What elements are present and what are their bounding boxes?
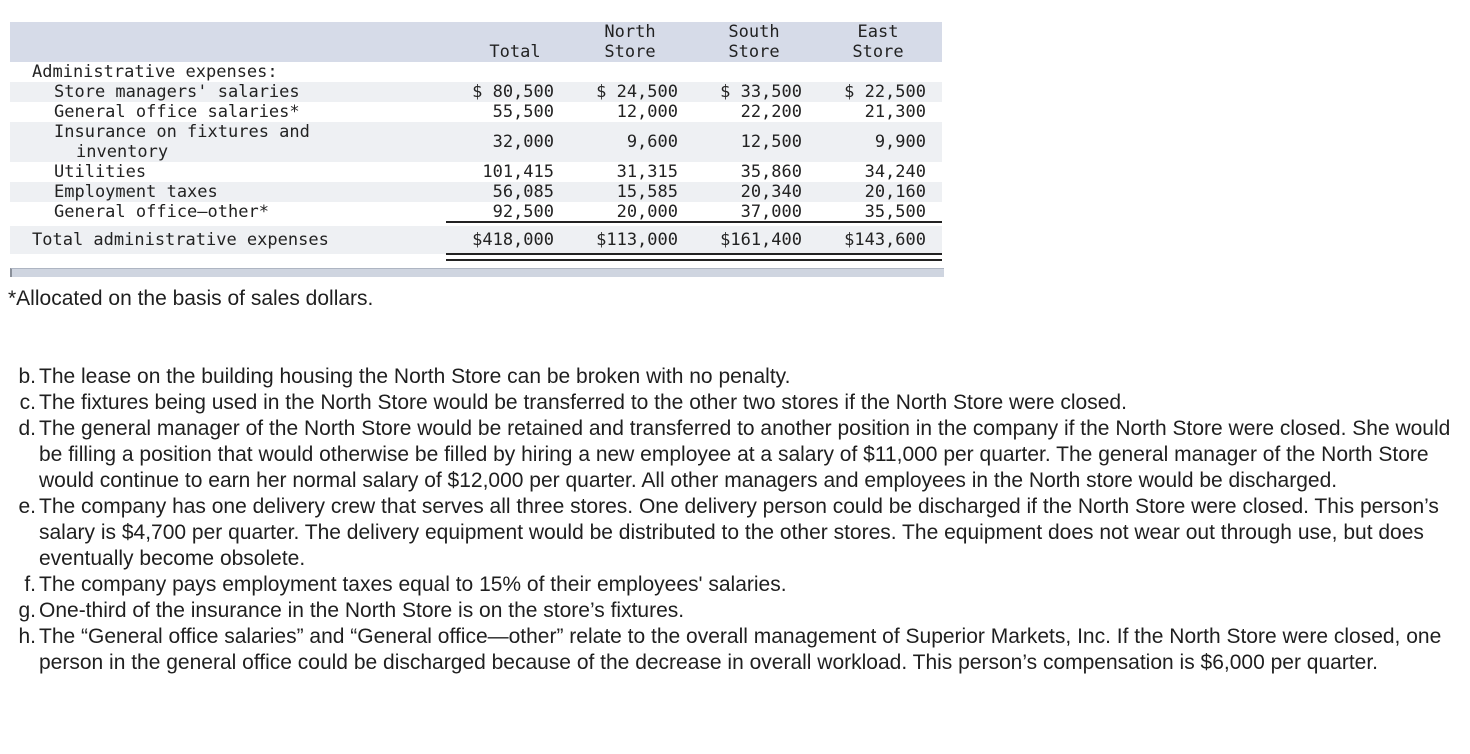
header-north-line2: Store bbox=[604, 42, 656, 62]
note-letter: h. bbox=[18, 625, 36, 648]
note-text: The general manager of the North Store would be retained and transferred to another position in the company if the North Store were closed. She would be filling a position that would otherwise be filled by hiring a new employee at a salary of $11,000 per quarter. The general manager of the North Store would continue to earn her normal salary of $12,000 per quarter. All other managers and employees in the North store would be discharged. bbox=[39, 417, 1451, 492]
cell-north: 15,585 bbox=[616, 182, 678, 202]
cell-east: 9,900 bbox=[874, 132, 926, 152]
header-total: Total bbox=[489, 42, 541, 62]
list-item bbox=[14, 494, 1454, 572]
table-header bbox=[10, 22, 942, 62]
list-item bbox=[14, 364, 1454, 390]
header-north-line1: North bbox=[604, 22, 656, 42]
cell-south: 37,000 bbox=[740, 202, 802, 222]
cell-north: 9,600 bbox=[626, 132, 678, 152]
cell-total: $ 80,500 bbox=[472, 82, 554, 102]
section-label: Administrative expenses: bbox=[32, 62, 278, 82]
cell-north: 31,315 bbox=[616, 162, 678, 182]
row-label: Store managers' salaries bbox=[54, 82, 300, 102]
list-item bbox=[14, 624, 1454, 676]
table-row bbox=[10, 162, 942, 182]
row-label: General office—other* bbox=[54, 202, 269, 222]
note-letter: c. bbox=[19, 391, 36, 414]
subtotal-rule bbox=[446, 221, 942, 223]
cell-east: 20,160 bbox=[864, 182, 926, 202]
row-label-continued: inventory bbox=[76, 142, 169, 162]
note-text: The company has one delivery crew that serves all three stores. One delivery person could be discharged if the North Store were closed. This person’s salary is $4,700 per quarter. The delivery equipment would be distributed to the other stores. The equipment does not wear out through use, but does eventually become obsolete. bbox=[39, 495, 1439, 570]
header-south-line1: South bbox=[728, 22, 780, 42]
note-text: The lease on the building housing the North Store can be broken with no penalty. bbox=[39, 365, 791, 388]
cell-south: 12,500 bbox=[740, 132, 802, 152]
notes-list bbox=[14, 364, 1454, 676]
cell-total: 101,415 bbox=[482, 162, 554, 182]
header-south-line2: Store bbox=[728, 42, 780, 62]
note-letter: f. bbox=[24, 573, 36, 596]
table-row bbox=[10, 202, 942, 222]
total-cell-north: $113,000 bbox=[596, 230, 678, 250]
note-letter: g. bbox=[18, 599, 36, 622]
cell-south: 20,340 bbox=[740, 182, 802, 202]
cell-north: $ 24,500 bbox=[596, 82, 678, 102]
header-east-line2: Store bbox=[852, 42, 904, 62]
footnote: *Allocated on the basis of sales dollars. bbox=[8, 287, 374, 310]
cell-total: 92,500 bbox=[492, 202, 554, 222]
note-letter: e. bbox=[18, 495, 36, 518]
cell-total: 55,500 bbox=[492, 102, 554, 122]
list-item bbox=[14, 390, 1454, 416]
note-letter: b. bbox=[18, 365, 36, 388]
total-cell-east: $143,600 bbox=[844, 230, 926, 250]
list-item bbox=[14, 416, 1454, 494]
table-row bbox=[10, 182, 942, 202]
row-label: Utilities bbox=[54, 162, 147, 182]
list-item bbox=[14, 572, 1454, 598]
total-row bbox=[10, 226, 942, 254]
total-cell-total: $418,000 bbox=[472, 230, 554, 250]
section-row bbox=[10, 62, 942, 82]
note-text: The company pays employment taxes equal to 15% of their employees' salaries. bbox=[39, 573, 787, 596]
table-bottom-bar bbox=[10, 268, 944, 277]
note-text: The fixtures being used in the North Store would be transferred to the other two stores if the North Store were closed. bbox=[39, 391, 1127, 414]
cell-east: 21,300 bbox=[864, 102, 926, 122]
total-row-label: Total administrative expenses bbox=[32, 230, 329, 250]
cell-total: 32,000 bbox=[492, 132, 554, 152]
cell-east: $ 22,500 bbox=[844, 82, 926, 102]
row-label: Insurance on fixtures and bbox=[54, 122, 310, 142]
total-double-rule bbox=[446, 253, 942, 261]
table-row bbox=[10, 102, 942, 122]
cell-total: 56,085 bbox=[492, 182, 554, 202]
header-east-line1: East bbox=[857, 22, 899, 42]
cell-east: 35,500 bbox=[864, 202, 926, 222]
note-text: One-third of the insurance in the North Store is on the store’s fixtures. bbox=[39, 599, 685, 622]
cell-south: 35,860 bbox=[740, 162, 802, 182]
cell-south: 22,200 bbox=[740, 102, 802, 122]
cell-north: 20,000 bbox=[616, 202, 678, 222]
table-row bbox=[10, 122, 942, 162]
note-text: The “General office salaries” and “General office—other” relate to the overall management of Superior Markets, Inc. If the North Store were closed, one person in the general office could be discharged because of the decrease in overall workload. This person’s compensation is $6,000 per quarter. bbox=[39, 625, 1442, 674]
note-letter: d. bbox=[18, 417, 36, 440]
cell-north: 12,000 bbox=[616, 102, 678, 122]
cell-south: $ 33,500 bbox=[720, 82, 802, 102]
list-item bbox=[14, 598, 1454, 624]
cell-east: 34,240 bbox=[864, 162, 926, 182]
table-row bbox=[10, 82, 942, 102]
row-label: General office salaries* bbox=[54, 102, 300, 122]
row-label: Employment taxes bbox=[54, 182, 218, 202]
total-cell-south: $161,400 bbox=[720, 230, 802, 250]
